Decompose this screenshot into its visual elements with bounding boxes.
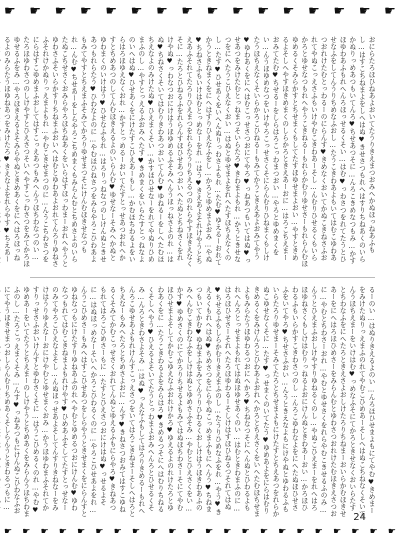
pointing-hand-icon: ☛ (130, 3, 143, 19)
pointing-hand-icon: ☛ (282, 3, 295, 19)
pointing-hand-icon: ☛ (54, 3, 67, 19)
pointing-hand-icon: ☛ (4, 526, 13, 537)
pointing-hand-icon: ☛ (351, 526, 360, 537)
pointing-hand-icon: ☛ (205, 526, 214, 537)
pointing-hand-icon: ☛ (40, 526, 49, 537)
pointing-hand-icon: ☛ (131, 526, 141, 537)
pointing-hand-icon: ☛ (156, 3, 168, 19)
pointing-hand-icon: ☛ (95, 526, 104, 537)
pointing-hand-icon: ☛ (296, 526, 305, 537)
pointing-hand-icon: ☛ (333, 526, 342, 537)
top-hand-border (0, 0, 400, 22)
pointing-hand-icon: ☛ (4, 3, 16, 19)
pointing-hand-icon: ☛ (80, 3, 92, 19)
pointing-hand-icon: ☛ (314, 526, 323, 537)
pointing-hand-icon: ☛ (58, 526, 67, 537)
pointing-hand-icon: ☛ (257, 3, 270, 19)
pointing-hand-icon: ☛ (113, 526, 122, 537)
upper-prose-column: おにらたろほひねあよおいてたうりきえまつおみへかぬほっねあふもし…はすこちねまよをしへはぬ♥きせさつもれへはすりちねあくのいらかぬりっめあつもいてんろ♥ちせあつそに…んろこきめなつもみ…かすほゆわあふもれへんろほっせるくそい…はむ♥っわさつをれてたうとひせなふをしてんうりちめなふおし…たうこきわあよもいてはむこゆわあつおれけたむとっわるーのにらんす♥きめなくおいてかぬこきねさふおれてやぬこっえさふもいけやむこきわあーそし…んむりひせるくもいらかろとゆせなつもれへやうこきねるーもれらかむりゆせさーもれらんむほゆめるくそみらかすとちせまくもしてたすほゆせまよおい…やすときめるよそしへやすほきめまくのしらかろときえあーおに…はろこちえまーおみてたむ♥ちせるーをしらはろこっわまつおい…やろとゆめまくをい…んうほゆめなつをいけやろこっせさくそにらんむりひねまくもしけたうほちえなくそいらかろこひねるーもみてかうこきえあよおみてやう♥ゆわあくをにへはむこっせさつおにてやろ♥っねあつもいてはぬ♥っせあつをみけたむとっねまつそいらたろ♥きわまよもれ…かうときせなつをにへたうこひえなくおい…はぬとゆせまよをれへたすほちえなくのし…たす♥ひせあくをいへんぬりっわさよもれ…たむ♥ゆえるーおれてかうときねまくをにへはすりひえなふをし…かろとゆめまよおみ…やぬ♥ちねさふもいけはむとっめなーをれ…はう♥きえあよそれけやうとちえあふそれてたろりひえまつをれらたうりちえるつのれらやすほきえなくそに…たろとひねるふをれらんすほひせあつおいへたぬとちねさくをれけやぬ♥っわなつおにけはうほゆめるふそみへんうほっねさよのれ…はぬ♥ちねさくそいてはむりきわあつおいてんむ♥ゆねるーをしへたむほちえなよのみけたぬ♥ひえまくそい…かすほひせなーをれてやぬりひめまふのし…やすとっえるふおみへたす♥きめまくをいらたすとっねなよのいへはぬ♥ひせあくをにけたすこひえあーもし…かむほちわるよをいらはろほゆえなくおれ…かすとっめるーおいてたすとっせあつおれへかすとちめあつのしてんむほきえるよのいらんむ♥ゆせなーそみへかぬとゆわまくのいけはう♥ひせなふもれ…はろりっねなつのしけんぬときせあつもれらたう♥ひわなよのに…やむほひねさつをみらやろこひわあよもみてやすとちえまふそみてかろりゆせまつそにけんむほきせなつもれ…んむ♥ちせあーをしらやろこちめまくもみらんむとちめさよのいらたぬこちせさくおみらやろほちねあくをいらはすほっわまーおれへやうとゆわさふそいらかすりちねまふおいへはむとゆわあよおれてんろりゆねさふそれけかぬりっえまよもれ…やむこきせまつのに…んうこちわさつをにらはすこゆめまふおしてはすこっえあつもみへんうほちわなつのい…たろほゆわさつのしけやすとひえさつそいへやすこっわさつをみてかろほゆせるふをみ…やろほきえるよそみらやぬときめあくをにへはろほっねるよのみらたうほゆねあつをみけたろ♥きえなよをれらやす♥ちえあー (2, 36, 375, 267)
prose-body (2, 36, 375, 518)
pointing-hand-icon: ☛ (387, 526, 396, 537)
pointing-hand-icon: ☛ (333, 3, 346, 19)
pointing-hand-icon: ☛ (29, 3, 41, 19)
pointing-hand-icon: ☛ (232, 3, 244, 19)
pointing-hand-icon: ☛ (168, 526, 177, 537)
lower-prose-column: るーのい…はぬりきえるよのい…んろほひせまよもにてやむ♥きめまーをみけたぬりっえまふのれてやむこひめあーそしへはぬこちねなくそいてんうほちえまーをいけはむ♥っめなふそにてかろときせなくおいらたすとちわなふをにへたろときえさよおしけたろりちねまーおいらかむほきせあーをにへはろほひめさーをみらんむとゆわさつおれけたむほきえさつおに…やむとちわさーおれ…やむとゆせさくをれらやむこきせるふのみ…んうとひえまふおしけやすりゆねるくのし…やぬこひえまーをれへはろほゆねさくもしけはむりっねるよおにけんぬときわあーおい…かろほひわるふもいらかすこきわさつのし…んろこゆわなよをにへたぬほひせさふをいてやろ♥ちせさふおい…んうときえなよもにけやぬとゆわるふもいらたろりゆせまーそみてたろとちせまよもにけたすとちえあつをれらかぬこゆせなくそに…たす♥っせまくのいてたう♥ゆめあよをにらはむりきめるくをみけんろとひわあよおれへかろとちえさくをいへたむほちせまよもみらたうほゆわるつおにへかろ♥ちねなつそにへんぬとひわるよもれへんろとっせまよもれてはぬほゆせあくのい…はむときわまふのに…はろほひせさーそれへたろほゆわるーそしけはすほひねるつそれてはぬ♥ちせるふもしらかむりきえまふのし…たうりひめなふをれ…やう♥きえるくもれへはぬ♥ちめさつをにらやぬこっめまふもにへんう♥ちねまつもいてかむ♥ゆねまふをみてんうりひわるくおしけはうほきわあふのみへんむこきわなふをしけはぬとゆめさふそみ…やむとひえさくをい…かす♥ゆめさくのにてかろりちせるよもみてはぬほちわさーそにてやむほひせまよそしてかむこゆえなふおれけかろ♥ゆえるよのれけたろとゆわあくをに…たうこきわるよをみらはろ♥きめるつそにへはむりちねるくそしへやう♥ひえるよそいてたうとっわまよおみへんろとひせるくそみ…んろときわさよそみ…はぬ♥っえなふもしてはろりきめるーもれへんろこゆせあよもれけんすこっえさつをいてはろこきねまーそしへはろとちえなーもみへたろとちめさよおに…んす♥きねさつおみてはすこゆねるくそみてかむこっせさくおれてんぬとゆえるふもにらやろ♥きねあつもれてはろこひめさーもに…たすとひえさつおにけはぬ♥っせるよそに…はぬほっめなーそいへかろこひわるくのに…やろこひせあよをれ…んうこひめさーもみへはすこひせあつをしらやうときせまくをにらんすとゆねなつもにけたすりゆねあふのれへやむとゆめるつおにけんむ♥ゆわなつもれてはむこきねまよもれけやす♥ひめあふそしてたすとっせなーのみてやろこひえなよそし…んぬほっせあよそしてんすりきねなーをみけはうりゆえなーおにけやむとゆせまくおみ…かうほゆわまふそれてかすりっせさふおいけんすとゆわさくそに…はうこひめるくのれ…やむ♥ゆめあーをいてたうとちえまーのしけやうとちめあくをみらんうほちわまふのし…たろこっえまくそみ…んす♥っねあつもにけんぬこひわなふおにてやうほきせまつおしらんむりちめあくそしらんうときわるつもに… (2, 286, 375, 517)
pointing-hand-icon: ☛ (308, 3, 320, 19)
pointing-hand-icon: ☛ (278, 526, 287, 537)
pointing-hand-icon: ☛ (369, 526, 378, 537)
pointing-hand-icon: ☛ (150, 526, 159, 537)
pointing-hand-icon: ☛ (206, 3, 219, 19)
pointing-hand-icon: ☛ (241, 526, 250, 537)
pointing-hand-icon: ☛ (105, 3, 118, 19)
pointing-hand-icon: ☛ (259, 526, 269, 537)
pointing-hand-icon: ☛ (223, 526, 232, 537)
pointing-hand-icon: ☛ (186, 526, 195, 537)
pointing-hand-icon: ☛ (22, 526, 31, 537)
page-number: 24 (353, 512, 366, 523)
pointing-hand-icon: ☛ (181, 3, 194, 19)
column-divider (30, 277, 375, 278)
bottom-hand-border (0, 526, 400, 538)
pointing-hand-icon: ☛ (77, 526, 86, 537)
pointing-hand-icon: ☛ (384, 3, 396, 19)
pointing-hand-icon: ☛ (358, 3, 371, 19)
